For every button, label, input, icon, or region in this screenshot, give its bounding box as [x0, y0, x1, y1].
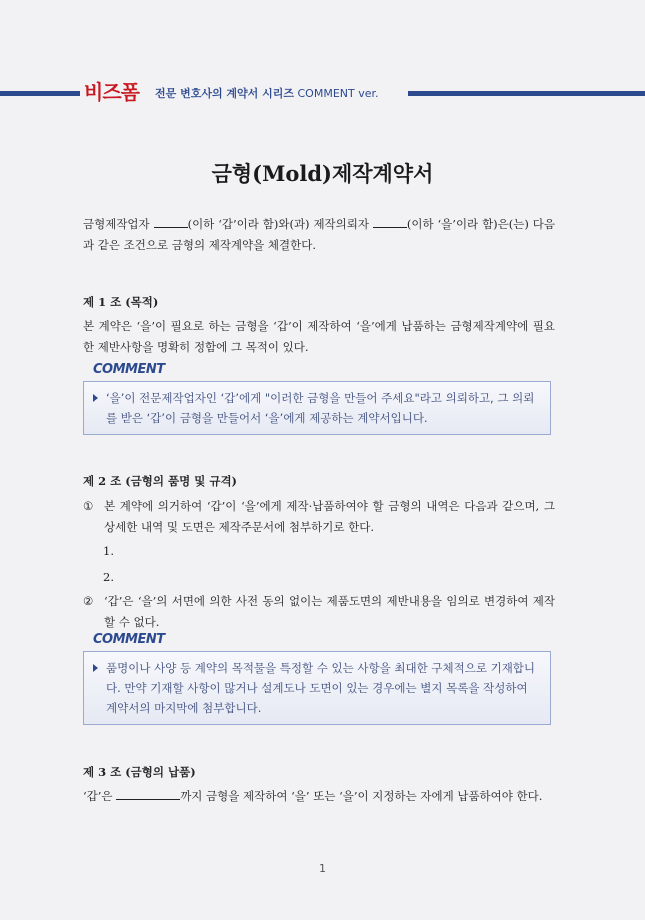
document-title: 금형(Mold)제작계약서	[211, 161, 434, 186]
item-2-number: ②	[83, 594, 94, 608]
intro-part1: 금형제작업자	[83, 217, 154, 231]
item-1-number: ①	[83, 499, 94, 513]
item-1-text: 본 계약에 의거하여 ‘갑’이 ‘을’에게 제작·납품하여야 할 금형의 내역은 다음과 같으며, 그 상세한 내역 및 도면은 제작주문서에 첨부하기로 한다.	[104, 499, 555, 534]
article-2-heading: 제 2 조 (금형의 품명 및 규격)	[83, 474, 237, 488]
comment-box-2	[83, 651, 551, 725]
delivery-date-blank[interactable]	[116, 787, 180, 800]
page-number: 1	[319, 862, 326, 875]
header-subtitle-bold: 전문 변호사의 계약서 시리즈	[155, 87, 294, 100]
intro-part3: (이하 ‘을’이라 함)은(는) 다음과 같은 조건으로 금형의 제작계약을 체결한다.	[83, 217, 555, 252]
article-2-item-1	[83, 496, 555, 538]
article-3-part1: ‘갑’은	[83, 789, 117, 803]
comment-text-2: 품명이나 사양 등 계약의 목적물을 특정할 수 있는 사항을 최대한 구체적으로 기재합니다. 만약 기재할 사항이 많거나 설계도나 도면이 있는 경우에는 별지 목록을 작성하여 계약서의 마지막에 첨부합니다.	[106, 661, 536, 715]
contractor-blank[interactable]	[154, 215, 188, 228]
article-2-sub-1: 1.	[103, 544, 114, 558]
comment-box-1	[83, 381, 551, 435]
brand-logo: 비즈폼	[84, 80, 139, 104]
header-line-right	[408, 91, 645, 96]
client-blank[interactable]	[373, 215, 407, 228]
intro-paragraph	[83, 214, 555, 256]
article-3-body	[83, 786, 555, 807]
comment-label-2: COMMENT	[93, 632, 165, 647]
comment-text-1: ‘을’이 전문제작업자인 ‘갑’에게 "이러한 금형을 만들어 주세요"라고 의뢰하고, 그 의뢰를 받은 ‘갑’이 금형을 만들어서 ‘을’에게 제공하는 계약서입니다.	[106, 391, 535, 425]
intro-part2: (이하 ‘갑’이라 함)와(과) 제작의뢰자	[187, 217, 373, 231]
article-1-heading: 제 1 조 (목적)	[83, 295, 159, 309]
header-subtitle-rest: COMMENT ver.	[294, 87, 379, 100]
article-2-item-2	[83, 591, 555, 633]
item-2-text: ‘갑’은 ‘을’의 서면에 의한 사전 동의 없이는 제품도면의 제반내용을 임의로 변경하여 제작할 수 없다.	[104, 594, 555, 629]
bullet-triangle-icon	[93, 394, 98, 402]
article-2-sub-2: 2.	[103, 570, 114, 584]
comment-label-1: COMMENT	[93, 362, 165, 377]
article-3-heading: 제 3 조 (금형의 납품)	[83, 765, 196, 779]
header-line-left	[0, 91, 80, 96]
article-3-part2: 까지 금형을 제작하여 ‘을’ 또는 ‘을’이 지정하는 자에게 납품하여야 한다.	[180, 789, 543, 803]
header-bar	[0, 80, 645, 104]
header-subtitle	[155, 87, 379, 101]
article-1-body: 본 계약은 ‘을’이 필요로 하는 금형을 ‘갑’이 제작하여 ‘을’에게 납품하는 금형제작계약에 필요한 제반사항을 명확히 정함에 그 목적이 있다.	[83, 319, 555, 354]
bullet-triangle-icon	[93, 664, 98, 672]
